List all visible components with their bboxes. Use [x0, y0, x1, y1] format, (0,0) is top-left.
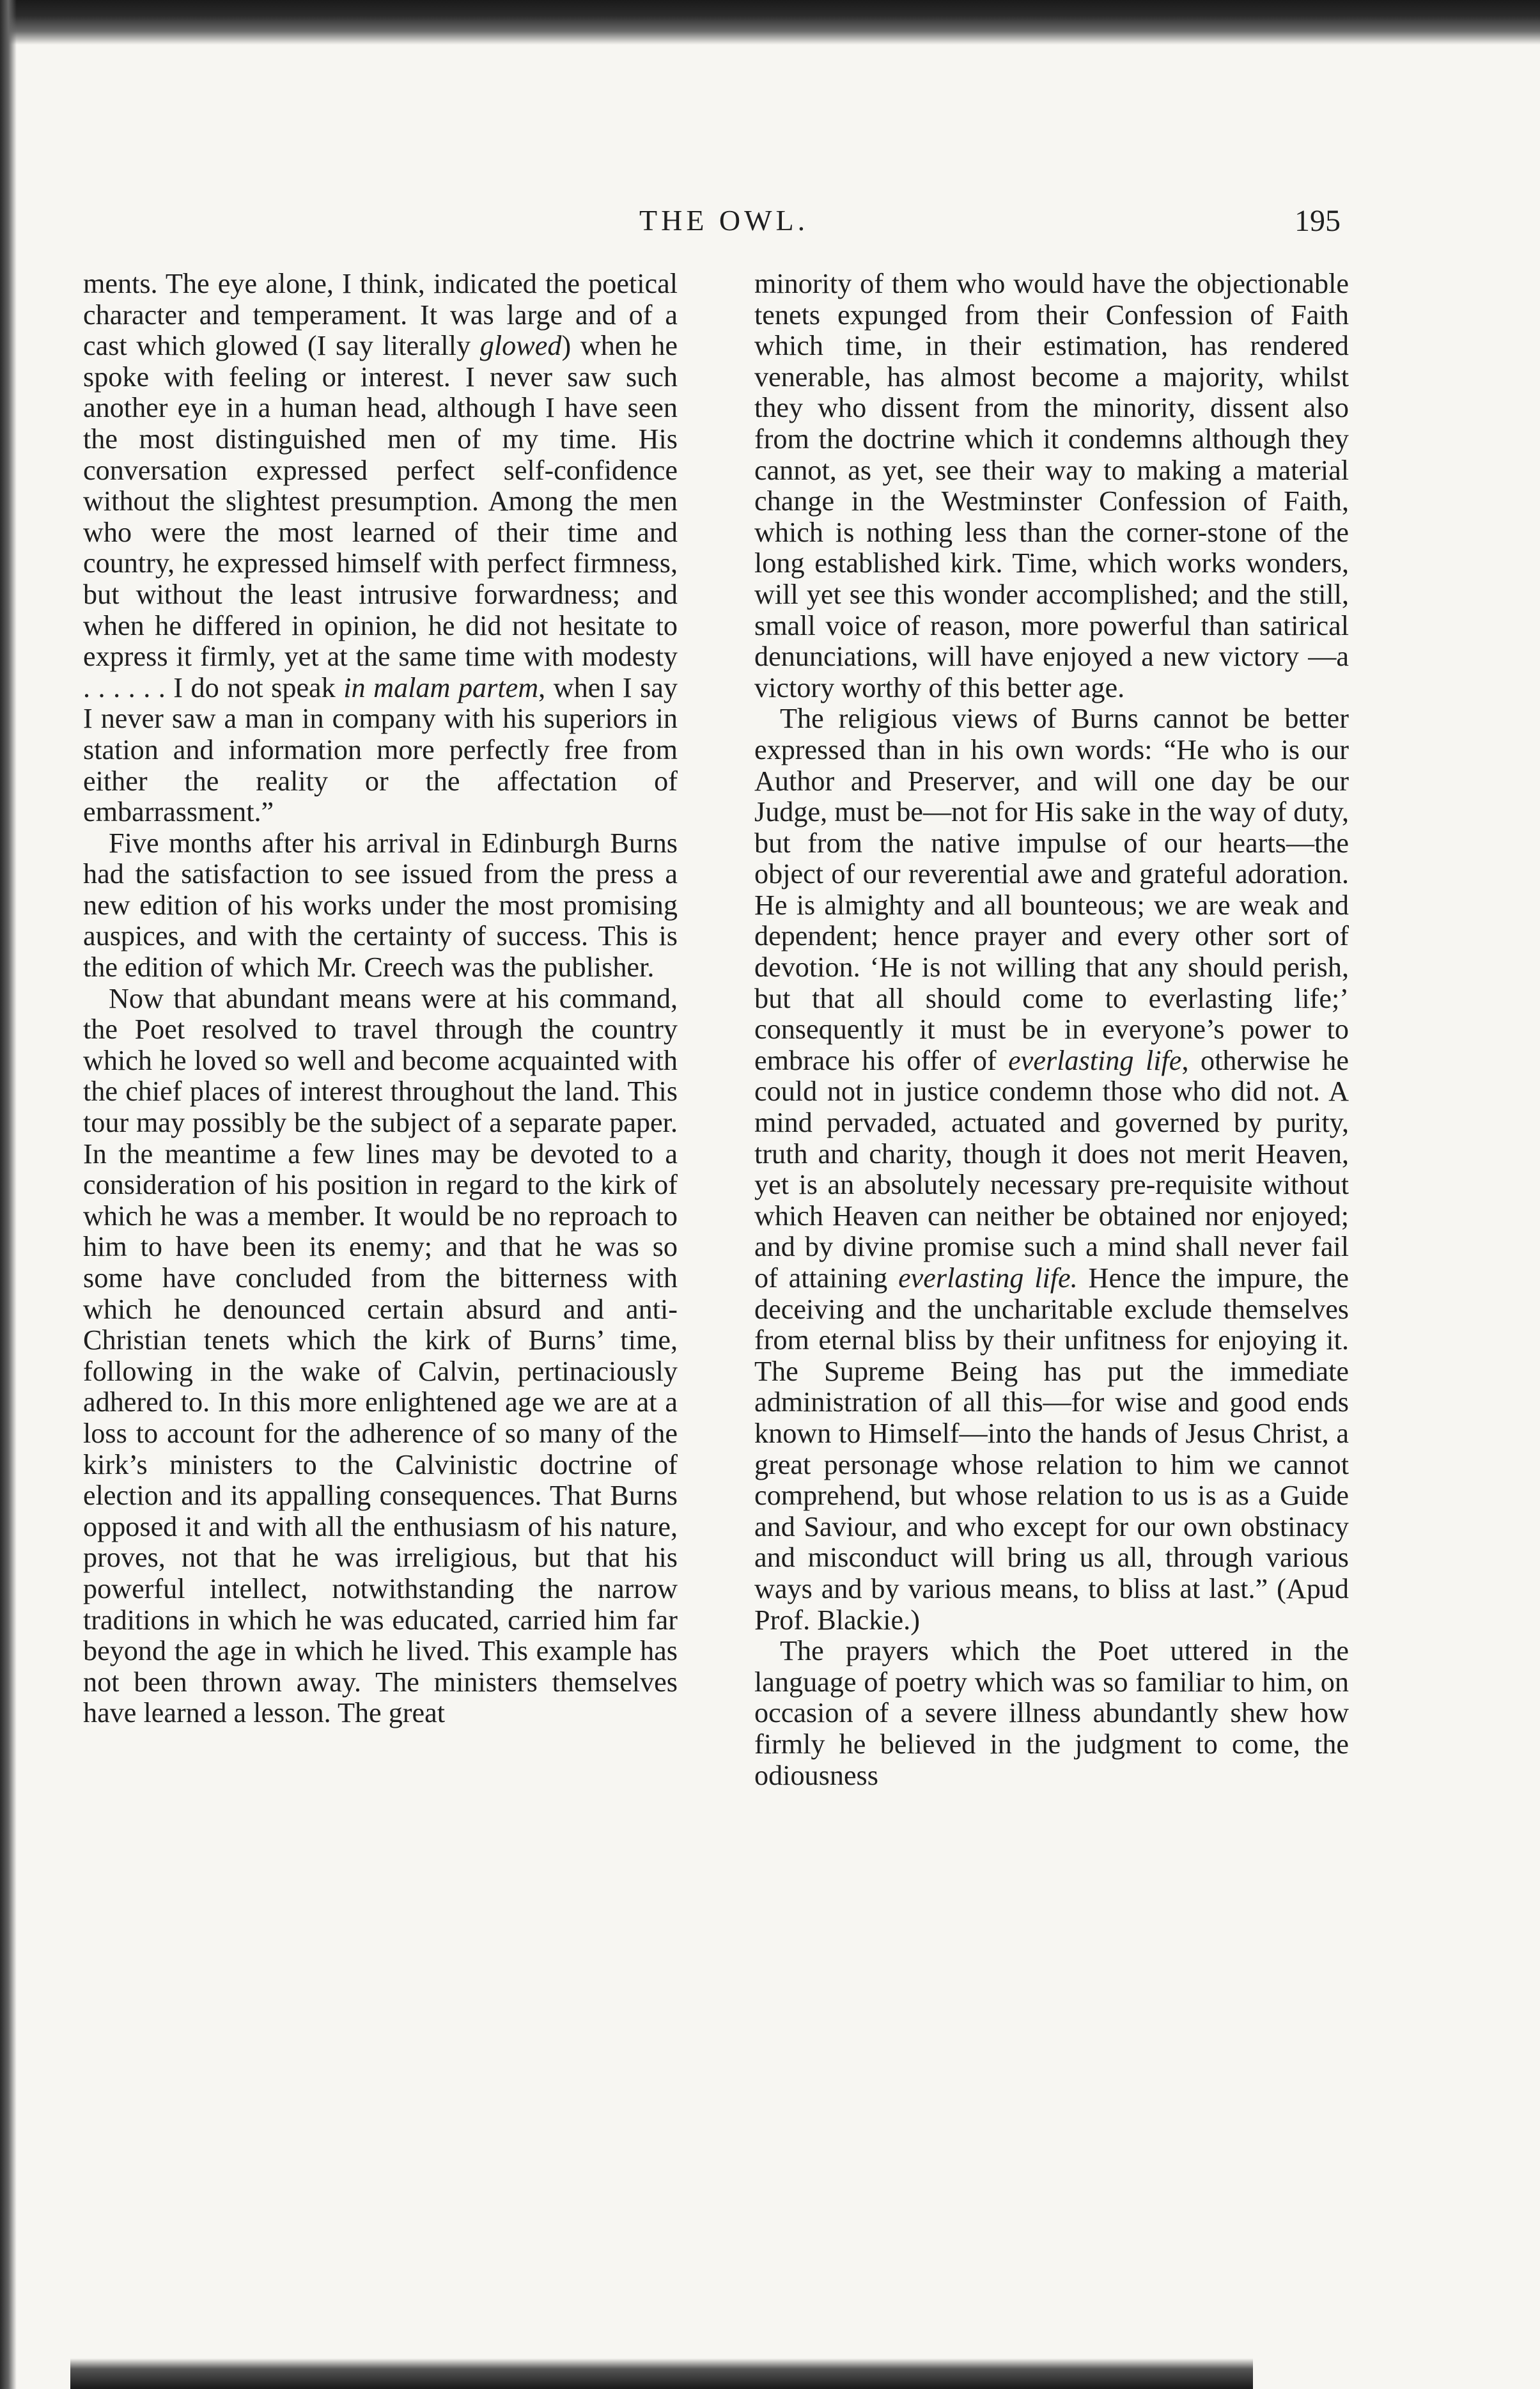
paragraph: Five months after his arrival in Edinburgh Burns had the satisfaction to see issued from the press a new edition of his works under the most promising auspices, and with the certainty of success. This is the edition of which Mr. Creech was the publisher. — [83, 827, 678, 983]
page-number: 195 — [1295, 204, 1341, 238]
paragraph: Now that abundant means were at his command, the Poet resolved to travel through the country which he loved so well and become acquainted with the chief places of interest throughout the land. This tour may possibly be the subject of a separate paper. In the meantime a few lines may be devoted to a consideration of his position in regard to the kirk of which he was a member. It would be no reproach to him to have been its enemy; and that he was so some have concluded from the bitterness with which he denounced certain absurd and anti-Christian tenets which the kirk of Burns’ time, following in the wake of Calvin, pertinaciously adhered to. In this more enlightened age we are at a loss to account for the adherence of so many of the kirk’s ministers to the Calvinistic doctrine of election and its appalling consequences. That Burns opposed it and with all the enthusiasm of his nature, proves, not that he was irreligious, but that his powerful intellect, notwithstanding the narrow traditions in which he was educated, carried him far beyond the age in which he lived. This example has not been thrown away. The ministers themselves have learned a lesson. The great — [83, 982, 678, 1729]
left-column — [83, 269, 678, 1729]
scan-edge-left — [0, 0, 17, 2389]
paragraph: The prayers which the Poet uttered in the language of poetry which was so familiar to him, on occasion of a severe illness abundantly shew how firmly he believed in the judgment to come, the odiousness — [754, 1635, 1349, 1791]
scan-edge-bottom — [70, 2358, 1253, 2389]
scan-edge-top — [0, 0, 1540, 45]
page-header — [0, 203, 1540, 242]
running-title: THE OWL. — [639, 204, 809, 237]
paragraph: ments. The eye alone, I think, indicated the poetical character and temperament. It was large and of a cast which glowed (I say literally glowed) when he spoke with feeling or interest. I never saw such another eye in a human head, although I have seen the most distinguished men of my time. His conversation expressed perfect self-confidence without the slightest presumption. Among the men who were the most learned of their time and country, he expressed himself with perfect firmness, but without the least intrusive forwardness; and when he differed in opinion, he did not hesitate to express it firmly, yet at the same time with modesty . . . . . . I do not speak in malam partem, when I say I never saw a man in company with his superiors in station and information more perfectly free from either the reality or the affectation of embarrassment.” — [83, 268, 678, 828]
right-column — [754, 269, 1349, 1791]
paragraph: minority of them who would have the objectionable tenets expunged from their Confession of Faith which time, in their estimation, has rendered venerable, has almost become a majority, whilst they who dissent from the minority, dissent also from the doctrine which it condemns although they cannot, as yet, see their way to making a material change in the Westminster Confession of Faith, which is nothing less than the corner-stone of the long established kirk. Time, which works wonders, will yet see this wonder accomplished; and the still, small voice of reason, more powerful than satirical denunciations, will have enjoyed a new victory —a victory worthy of this better age. — [754, 268, 1349, 703]
paragraph: The religious views of Burns cannot be better expressed than in his own words: “He who is our Author and Preserver, and will one day be our Judge, must be—not for His sake in the way of duty, but from the native impulse of our hearts—the object of our reverential awe and grateful adoration. He is almighty and all bounteous; we are weak and dependent; hence prayer and every other sort of devotion. ‘He is not willing that any should perish, but that all should come to everlasting life;’ consequently it must be in everyone’s power to embrace his offer of everlasting life, otherwise he could not in justice condemn those who did not. A mind pervaded, actuated and governed by purity, truth and charity, though it does not merit Heaven, yet is an absolutely necessary pre-requisite without which Heaven can neither be obtained nor enjoyed; and by divine promise such a mind shall never fail of attaining everlasting life. Hence the impure, the deceiving and the uncharitable exclude themselves from eternal bliss by their unfitness for enjoying it. The Supreme Being has put the immediate administration of all this—for wise and good ends known to Himself—into the hands of Jesus Christ, a great personage whose relation to him we cannot comprehend, but whose relation to us is as a Guide and Saviour, and who except for our own obstinacy and misconduct will bring us all, through various ways and by various means, to bliss at last.” (Apud Prof. Blackie.) — [754, 703, 1349, 1636]
